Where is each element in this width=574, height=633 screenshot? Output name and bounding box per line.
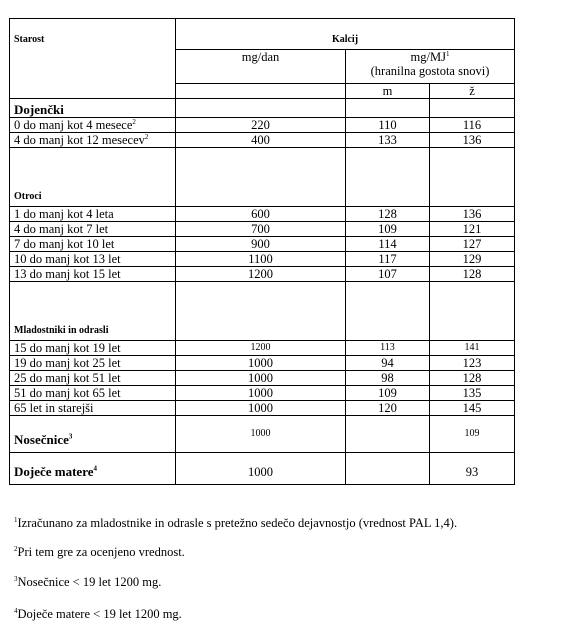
section-infants: Dojenčki: [10, 99, 176, 118]
table-row: 4 do manj kot 12 mesecev$^2$ 400 133 136: [10, 133, 515, 148]
section-children: Otroci: [10, 148, 176, 207]
calcium-table: [9, 18, 515, 485]
section-pregnant: Nosečnice$^3$: [10, 416, 176, 453]
table-row: 7 do manj kot 10 let 900 114 127: [10, 237, 515, 252]
footnote-2: $^2$Pri tem gre za ocenjeno vrednost.: [14, 544, 185, 559]
female-header: ž: [430, 84, 515, 99]
table-row: 25 do manj kot 51 let 1000 98 128: [10, 371, 515, 386]
table-row-lactating: Doječe matere$^4$ 1000 93: [10, 453, 515, 485]
table-row: 1 do manj kot 4 leta 600 128 136: [10, 207, 515, 222]
table-row: 10 do manj kot 13 let 1100 117 129: [10, 252, 515, 267]
footnote-3: $^3$Nosečnice < 19 let 1200 mg.: [14, 574, 162, 589]
mg-day-header: mg/dan: [176, 50, 346, 84]
table-row: 51 do manj kot 65 let 1000 109 135: [10, 386, 515, 401]
table-row: 13 do manj kot 15 let 1200 107 128: [10, 267, 515, 282]
age-header: Starost: [10, 19, 176, 99]
footnote-1: $^1$Izračunano za mladostnike in odrasle s pretežno sedečo dejavnostjo (vrednost PAL 1,4).: [14, 515, 458, 530]
section-adolescents-adults: Mladostniki in odrasli: [10, 282, 176, 341]
table-row: 15 do manj kot 19 let 1200 113 141: [10, 341, 515, 356]
mg-mj-header: $mg/MJ^1$ (hranilna gostota snovi): [346, 50, 515, 84]
table-row: 0 do manj kot 4 mesece$^2$ 220 110 116: [10, 118, 515, 133]
table-row: 4 do manj kot 7 let 700 109 121: [10, 222, 515, 237]
male-header: m: [346, 84, 430, 99]
table-row: 19 do manj kot 25 let 1000 94 123: [10, 356, 515, 371]
section-lactating: Doječe matere$^4$: [10, 453, 176, 485]
footnote-4: $^4$Doječe matere < 19 let 1200 mg.: [14, 606, 182, 621]
table-row: 65 let in starejši 1000 120 145: [10, 401, 515, 416]
table-row-pregnant: Nosečnice$^3$ 1000 109: [10, 416, 515, 453]
calcium-header: Kalcij: [176, 19, 515, 50]
